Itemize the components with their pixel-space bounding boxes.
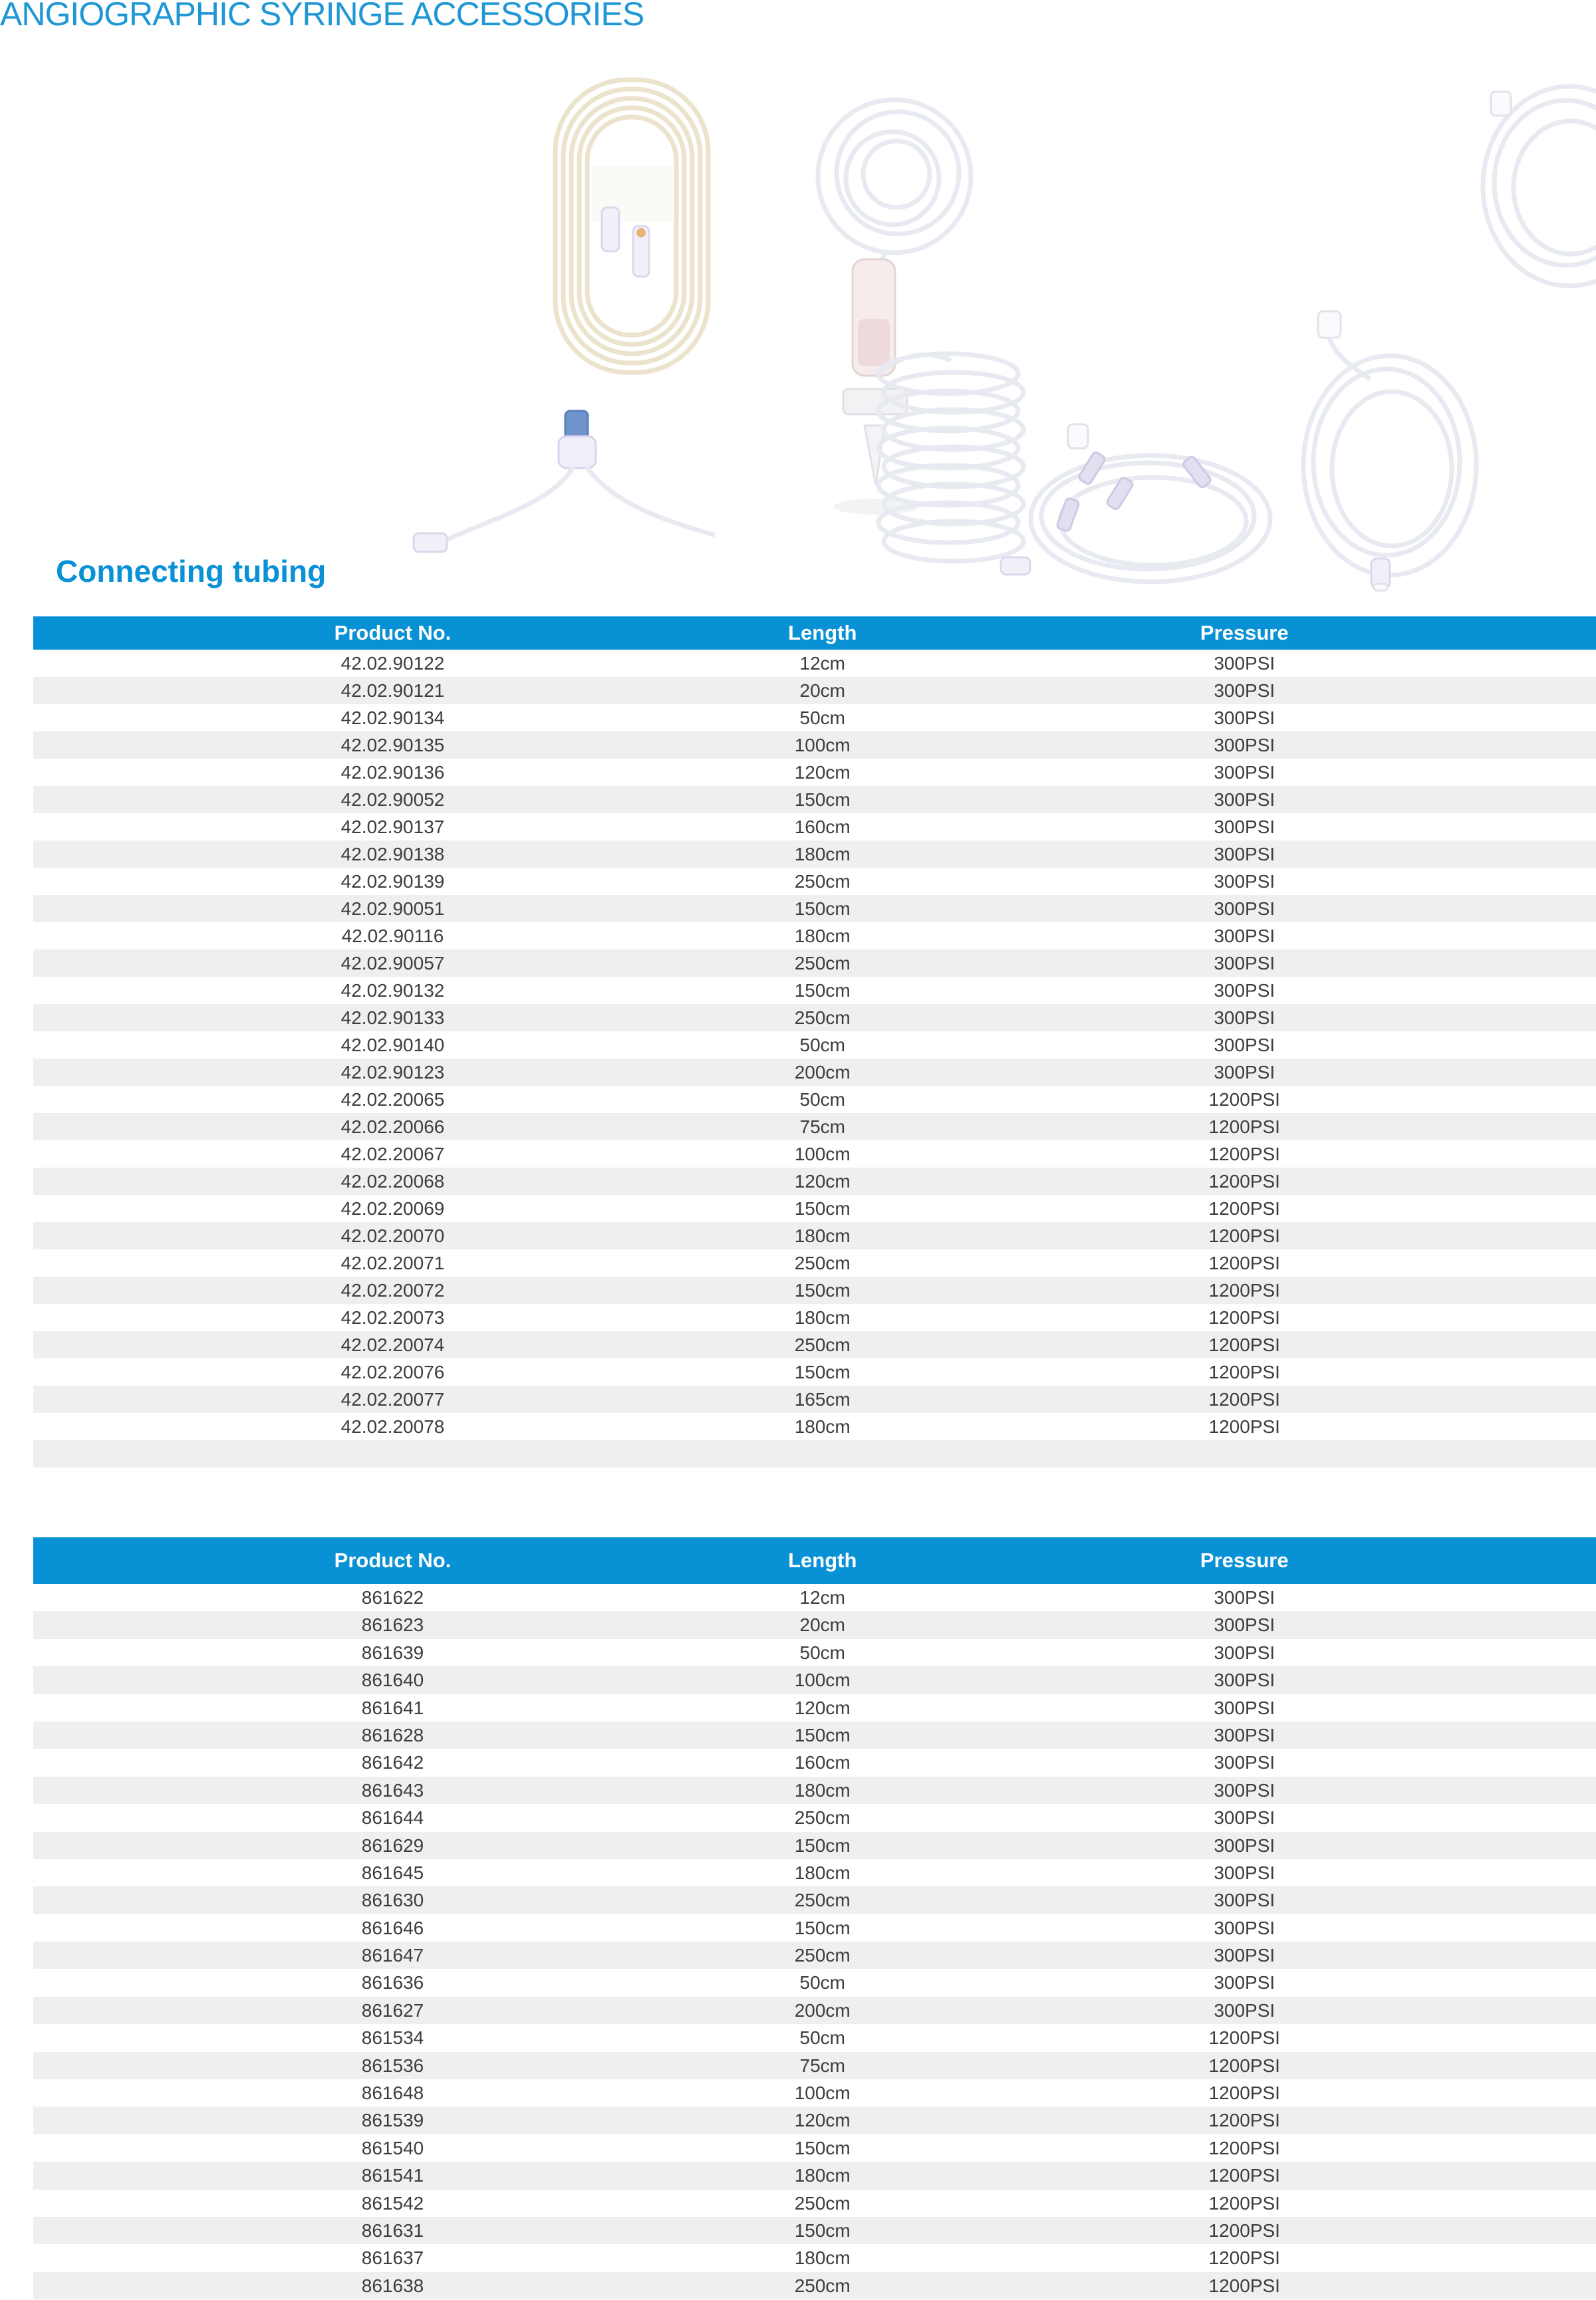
table-row xyxy=(33,2134,1596,2162)
product-no-cell: 42.02.90052 xyxy=(340,789,445,810)
product-no-cell: 42.02.20071 xyxy=(340,1253,445,1273)
length-cell: 12cm xyxy=(799,1587,845,1608)
length-cell: 50cm xyxy=(799,1972,845,1993)
length-cell: 150cm xyxy=(794,1362,851,1382)
pressure-cell: 1200PSI xyxy=(1208,2055,1280,2076)
pressure-cell: 1200PSI xyxy=(1208,2165,1280,2186)
length-cell: 100cm xyxy=(794,2083,851,2104)
pressure-cell: 1200PSI xyxy=(1208,1144,1280,1164)
table-row xyxy=(33,2052,1596,2079)
product-no-cell: 861622 xyxy=(361,1587,424,1608)
product-no-cell: 42.02.20067 xyxy=(340,1144,445,1164)
length-cell: 50cm xyxy=(799,707,845,728)
column-header-pressure: Pressure xyxy=(1200,1549,1289,1572)
length-cell: 180cm xyxy=(794,2165,851,2186)
pressure-cell: 300PSI xyxy=(1214,735,1275,755)
product-no-cell: 42.02.20077 xyxy=(340,1389,445,1410)
length-cell: 150cm xyxy=(794,2220,851,2241)
pressure-cell: 1200PSI xyxy=(1208,1280,1280,1301)
pressure-cell: 300PSI xyxy=(1214,898,1275,919)
pressure-cell: 1200PSI xyxy=(1208,1089,1280,1110)
length-cell: 250cm xyxy=(794,1807,851,1829)
table-row xyxy=(33,1749,1596,1776)
pressure-cell: 300PSI xyxy=(1214,1752,1275,1773)
table-row xyxy=(33,2217,1596,2244)
coiled-tube-right xyxy=(1303,311,1476,590)
table-row xyxy=(33,1584,1596,1611)
product-no-cell: 861627 xyxy=(361,1999,424,2021)
pressure-cell: 300PSI xyxy=(1214,1724,1275,1745)
connecting-tubing-table-2 xyxy=(33,1537,1596,2299)
table-row xyxy=(33,895,1596,922)
table-row xyxy=(33,1195,1596,1222)
pressure-cell: 300PSI xyxy=(1214,1614,1275,1636)
length-cell: 200cm xyxy=(794,1999,851,2021)
product-no-cell: 42.02.20070 xyxy=(340,1225,445,1246)
page-title: ANGIOGRAPHIC SYRINGE ACCESSORIES xyxy=(0,0,644,33)
pressure-cell: 1200PSI xyxy=(1208,2247,1280,2269)
pressure-cell: 1200PSI xyxy=(1208,1335,1280,1355)
coiled-tube-cream xyxy=(555,80,708,372)
table-row xyxy=(33,1639,1596,1666)
table-header xyxy=(33,1537,1596,1584)
product-no-cell: 42.02.90136 xyxy=(340,762,445,783)
pressure-cell: 1200PSI xyxy=(1208,2192,1280,2214)
pressure-cell: 1200PSI xyxy=(1208,2083,1280,2104)
column-header-pressure: Pressure xyxy=(1200,621,1289,644)
length-cell: 150cm xyxy=(794,898,851,919)
table-row xyxy=(33,1004,1596,1031)
product-no-cell: 42.02.90051 xyxy=(340,898,445,919)
column-header-length: Length xyxy=(788,1549,857,1572)
product-no-cell: 861641 xyxy=(361,1697,424,1718)
product-no-cell: 861631 xyxy=(361,2220,424,2241)
table-row xyxy=(33,1304,1596,1331)
pressure-cell: 300PSI xyxy=(1214,1807,1275,1829)
table-row xyxy=(33,1886,1596,1914)
pressure-cell: 300PSI xyxy=(1214,1697,1275,1718)
length-cell: 180cm xyxy=(794,2247,851,2269)
product-photo-collage xyxy=(0,33,1596,592)
product-no-cell: 861539 xyxy=(361,2110,424,2131)
length-cell: 180cm xyxy=(794,926,851,946)
product-no-cell: 861648 xyxy=(361,2083,424,2104)
product-no-cell: 42.02.20065 xyxy=(340,1089,445,1110)
table-row xyxy=(33,1914,1596,1942)
table-row xyxy=(33,2244,1596,2271)
product-no-cell: 861534 xyxy=(361,2027,424,2049)
table-row xyxy=(33,1722,1596,1749)
pressure-cell: 1200PSI xyxy=(1208,1253,1280,1273)
product-no-cell: 861541 xyxy=(361,2165,424,2186)
table-row xyxy=(33,1086,1596,1113)
product-no-cell: 861628 xyxy=(361,1724,424,1745)
table-row xyxy=(33,1358,1596,1386)
pressure-cell: 1200PSI xyxy=(1208,2220,1280,2241)
table-row xyxy=(33,1942,1596,1969)
product-no-cell: 861536 xyxy=(361,2055,424,2076)
table-body xyxy=(33,1584,1596,2299)
length-cell: 180cm xyxy=(794,1307,851,1328)
length-cell: 50cm xyxy=(799,1089,845,1110)
length-cell: 100cm xyxy=(794,1670,851,1691)
length-cell: 150cm xyxy=(794,1198,851,1219)
length-cell: 250cm xyxy=(794,1890,851,1911)
product-no-cell: 42.02.90140 xyxy=(340,1035,445,1055)
pressure-cell: 300PSI xyxy=(1214,1035,1275,1055)
product-no-cell: 42.02.90132 xyxy=(340,980,445,1001)
table-row xyxy=(33,2024,1596,2051)
pressure-cell: 1200PSI xyxy=(1208,1389,1280,1410)
length-cell: 50cm xyxy=(799,1642,845,1663)
pressure-cell: 1200PSI xyxy=(1208,1116,1280,1137)
product-no-cell: 861639 xyxy=(361,1642,424,1663)
product-no-cell: 42.02.20072 xyxy=(340,1280,445,1301)
length-cell: 75cm xyxy=(799,2055,845,2076)
length-cell: 200cm xyxy=(794,1062,851,1083)
pressure-cell: 300PSI xyxy=(1214,1670,1275,1691)
product-no-cell: 42.02.90139 xyxy=(340,871,445,892)
table-row xyxy=(33,704,1596,731)
pressure-cell: 300PSI xyxy=(1214,1917,1275,1938)
table-row xyxy=(33,759,1596,786)
table-row xyxy=(33,2107,1596,2134)
product-no-cell: 42.02.90121 xyxy=(340,680,445,701)
table-row xyxy=(33,950,1596,977)
table-row xyxy=(33,677,1596,704)
product-no-cell: 42.02.20068 xyxy=(340,1171,445,1192)
product-no-cell: 42.02.20074 xyxy=(340,1335,445,1355)
column-header-product-no: Product No. xyxy=(334,621,452,644)
length-cell: 150cm xyxy=(794,980,851,1001)
table-row xyxy=(33,813,1596,840)
length-cell: 120cm xyxy=(794,2110,851,2131)
length-cell: 150cm xyxy=(794,789,851,810)
product-no-cell: 861636 xyxy=(361,1972,424,1993)
length-cell: 120cm xyxy=(794,1697,851,1718)
pressure-cell: 300PSI xyxy=(1214,1779,1275,1801)
length-cell: 250cm xyxy=(794,1335,851,1355)
coiled-tube-clipped xyxy=(1483,86,1596,286)
product-no-cell: 42.02.20076 xyxy=(340,1362,445,1382)
pressure-cell: 1200PSI xyxy=(1208,1225,1280,1246)
product-no-cell: 42.02.90133 xyxy=(340,1007,445,1028)
table-row xyxy=(33,868,1596,895)
table-row xyxy=(33,1168,1596,1195)
table-header xyxy=(33,616,1596,650)
product-no-cell: 861642 xyxy=(361,1752,424,1773)
pressure-cell: 300PSI xyxy=(1214,1835,1275,1856)
pressure-cell: 1200PSI xyxy=(1208,1198,1280,1219)
length-cell: 75cm xyxy=(799,1116,845,1137)
product-no-cell: 861640 xyxy=(361,1670,424,1691)
product-no-cell: 861629 xyxy=(361,1835,424,1856)
pressure-cell: 300PSI xyxy=(1214,707,1275,728)
connecting-tubing-table-1 xyxy=(33,616,1596,1468)
length-cell: 12cm xyxy=(799,653,845,674)
length-cell: 180cm xyxy=(794,1225,851,1246)
pressure-cell: 1200PSI xyxy=(1208,1171,1280,1192)
length-cell: 100cm xyxy=(794,735,851,755)
table-row xyxy=(33,1859,1596,1886)
table-body xyxy=(33,650,1596,1468)
product-no-cell: 42.02.90122 xyxy=(340,653,445,674)
table-row xyxy=(33,1331,1596,1358)
pressure-cell: 300PSI xyxy=(1214,1062,1275,1083)
table-row xyxy=(33,1997,1596,2024)
product-no-cell: 861643 xyxy=(361,1779,424,1801)
pressure-cell: 300PSI xyxy=(1214,953,1275,973)
table-row xyxy=(33,1611,1596,1638)
folded-tube-bundle xyxy=(1031,424,1270,582)
pressure-cell: 300PSI xyxy=(1214,762,1275,783)
table-row xyxy=(33,1140,1596,1168)
length-cell: 150cm xyxy=(794,1835,851,1856)
table-row xyxy=(33,1777,1596,1804)
product-no-cell: 861540 xyxy=(361,2137,424,2158)
pressure-cell: 1200PSI xyxy=(1208,1307,1280,1328)
pressure-cell: 300PSI xyxy=(1214,817,1275,837)
product-no-cell: 42.02.20066 xyxy=(340,1116,445,1137)
pressure-cell: 300PSI xyxy=(1214,926,1275,946)
table-row xyxy=(33,2190,1596,2217)
length-cell: 180cm xyxy=(794,1779,851,1801)
length-cell: 20cm xyxy=(799,680,845,701)
table-row xyxy=(33,1113,1596,1140)
table-row xyxy=(33,2162,1596,2189)
product-no-cell: 861630 xyxy=(361,1890,424,1911)
product-no-cell: 42.02.20073 xyxy=(340,1307,445,1328)
pressure-cell: 300PSI xyxy=(1214,1862,1275,1883)
column-header-length: Length xyxy=(788,621,857,644)
length-cell: 180cm xyxy=(794,1416,851,1437)
pressure-cell: 1200PSI xyxy=(1208,2110,1280,2131)
length-cell: 150cm xyxy=(794,1917,851,1938)
length-cell: 100cm xyxy=(794,1144,851,1164)
length-cell: 250cm xyxy=(794,1945,851,1966)
pressure-cell: 300PSI xyxy=(1214,1007,1275,1028)
length-cell: 250cm xyxy=(794,953,851,973)
pressure-cell: 300PSI xyxy=(1214,1587,1275,1608)
table-row xyxy=(33,1249,1596,1277)
pressure-cell: 300PSI xyxy=(1214,844,1275,864)
table-row xyxy=(33,2079,1596,2107)
product-no-cell: 42.02.90135 xyxy=(340,735,445,755)
table-row xyxy=(33,977,1596,1004)
table-row xyxy=(33,840,1596,868)
length-cell: 160cm xyxy=(794,1752,851,1773)
pressure-cell: 1200PSI xyxy=(1208,1416,1280,1437)
pressure-cell: 300PSI xyxy=(1214,871,1275,892)
product-no-cell: 861646 xyxy=(361,1917,424,1938)
section-heading: Connecting tubing xyxy=(56,554,327,588)
table-row xyxy=(33,731,1596,759)
pressure-cell: 300PSI xyxy=(1214,1945,1275,1966)
table-row xyxy=(33,1804,1596,1831)
length-cell: 250cm xyxy=(794,871,851,892)
product-no-cell: 42.02.20078 xyxy=(340,1416,445,1437)
length-cell: 160cm xyxy=(794,817,851,837)
length-cell: 50cm xyxy=(799,1035,845,1055)
pressure-cell: 300PSI xyxy=(1214,1972,1275,1993)
pressure-cell: 300PSI xyxy=(1214,1890,1275,1911)
table-row xyxy=(33,1413,1596,1440)
length-cell: 250cm xyxy=(794,2275,851,2296)
length-cell: 50cm xyxy=(799,2027,845,2049)
length-cell: 20cm xyxy=(799,1614,845,1636)
product-no-cell: 861623 xyxy=(361,1614,424,1636)
pressure-cell: 300PSI xyxy=(1214,680,1275,701)
table-row xyxy=(33,1694,1596,1722)
pressure-cell: 300PSI xyxy=(1214,980,1275,1001)
table-row xyxy=(33,1031,1596,1059)
length-cell: 150cm xyxy=(794,2137,851,2158)
product-no-cell: 42.02.90137 xyxy=(340,817,445,837)
table-row xyxy=(33,1666,1596,1694)
product-no-cell: 861542 xyxy=(361,2192,424,2214)
pressure-cell: 300PSI xyxy=(1214,1642,1275,1663)
table-row xyxy=(33,1386,1596,1413)
product-no-cell: 861647 xyxy=(361,1945,424,1966)
column-header-product-no: Product No. xyxy=(334,1549,452,1572)
length-cell: 250cm xyxy=(794,2192,851,2214)
table-row xyxy=(33,1969,1596,1996)
product-no-cell: 42.02.20069 xyxy=(340,1198,445,1219)
product-no-cell: 42.02.90123 xyxy=(340,1062,445,1083)
length-cell: 165cm xyxy=(794,1389,851,1410)
pressure-cell: 1200PSI xyxy=(1208,1362,1280,1382)
pressure-cell: 300PSI xyxy=(1214,1999,1275,2021)
length-cell: 150cm xyxy=(794,1724,851,1745)
product-no-cell: 42.02.90138 xyxy=(340,844,445,864)
pressure-cell: 300PSI xyxy=(1214,789,1275,810)
length-cell: 250cm xyxy=(794,1007,851,1028)
table-row xyxy=(33,650,1596,677)
table-row xyxy=(33,922,1596,950)
pressure-cell: 1200PSI xyxy=(1208,2275,1280,2296)
pressure-cell: 1200PSI xyxy=(1208,2137,1280,2158)
table-row-empty xyxy=(33,1440,1596,1468)
length-cell: 180cm xyxy=(794,844,851,864)
table-row xyxy=(33,1277,1596,1304)
spiral-coil-tube xyxy=(878,354,1030,575)
product-no-cell: 861638 xyxy=(361,2275,424,2296)
drip-chamber-set xyxy=(818,100,971,515)
table-row xyxy=(33,1832,1596,1859)
length-cell: 250cm xyxy=(794,1253,851,1273)
length-cell: 180cm xyxy=(794,1862,851,1883)
product-no-cell: 861644 xyxy=(361,1807,424,1829)
product-no-cell: 861645 xyxy=(361,1862,424,1883)
pressure-cell: 1200PSI xyxy=(1208,2027,1280,2049)
table-row xyxy=(33,786,1596,813)
product-no-cell: 42.02.90134 xyxy=(340,707,445,728)
length-cell: 120cm xyxy=(794,762,851,783)
table-row xyxy=(33,1222,1596,1249)
product-no-cell: 861637 xyxy=(361,2247,424,2269)
product-no-cell: 42.02.90057 xyxy=(340,953,445,973)
table-row xyxy=(33,2272,1596,2299)
y-connector-tube xyxy=(414,411,715,552)
product-photo xyxy=(0,33,1596,592)
length-cell: 120cm xyxy=(794,1171,851,1192)
pressure-cell: 300PSI xyxy=(1214,653,1275,674)
product-no-cell: 42.02.90116 xyxy=(341,926,444,946)
length-cell: 150cm xyxy=(794,1280,851,1301)
table-row xyxy=(33,1059,1596,1086)
